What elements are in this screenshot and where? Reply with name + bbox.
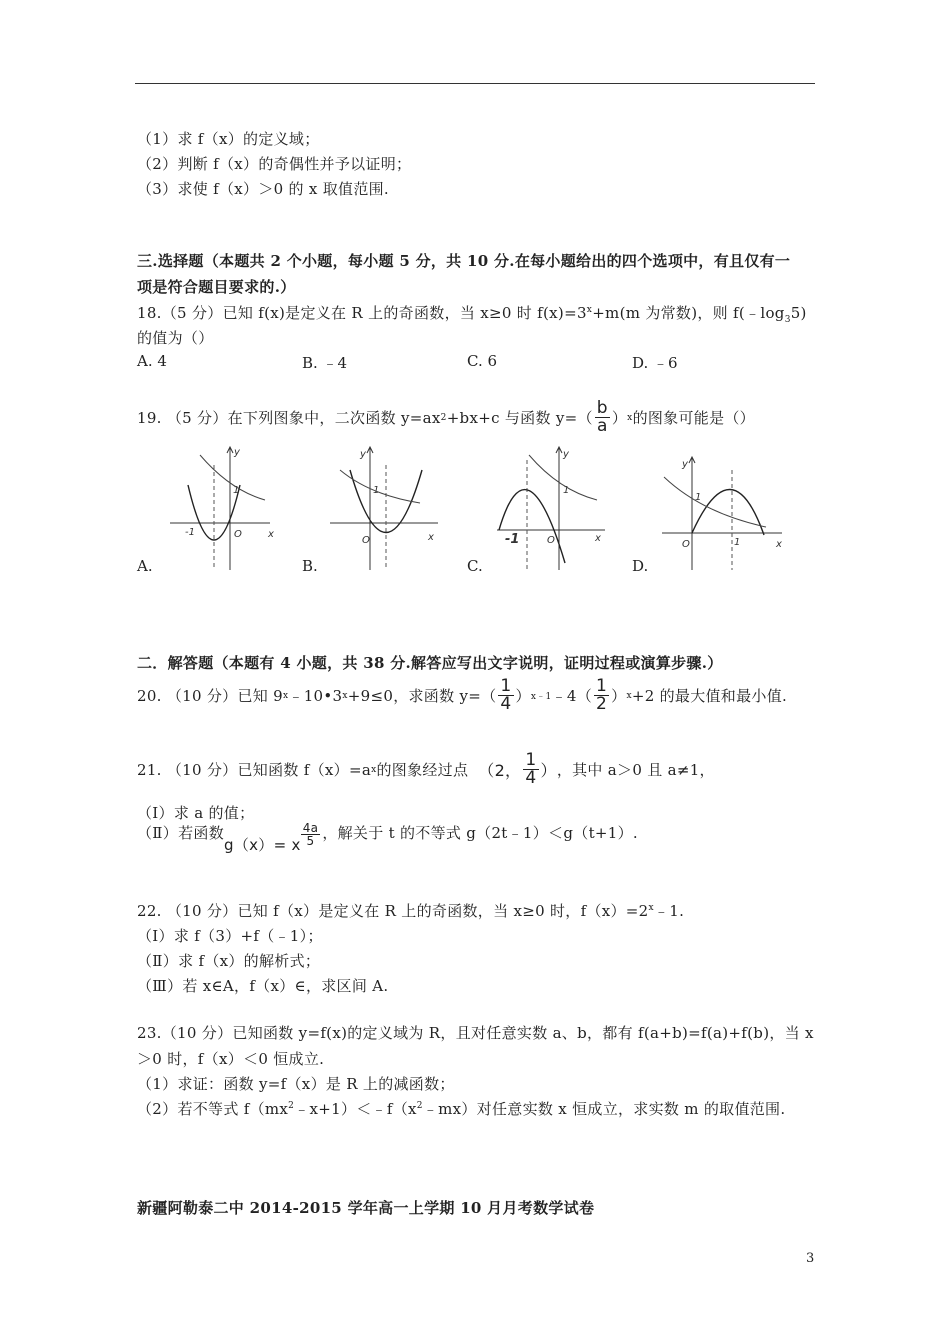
q20-text-f: ）: [611, 687, 627, 705]
q20-frac1-den: 4: [500, 694, 512, 714]
section2-heading: 二．解答题（本题有 4 小题，共 38 分.解答应写出文字说明，证明过程或演算步骤.）: [137, 654, 723, 672]
q21-text-c: ，其中 a＞0 且 a≠1，: [556, 761, 715, 779]
q22-part3: （Ⅲ）若 x∈A，f（x）∈，求区间 A.: [137, 977, 389, 995]
graph-b: [330, 445, 445, 579]
q20-sup1: x: [283, 690, 289, 701]
graph-a-x-label: x: [268, 529, 274, 540]
q19-text-c: ）: [611, 409, 628, 427]
q19-stem: [137, 400, 755, 435]
q21-fraction: [523, 752, 538, 787]
q23-part2-text-c: ﹣mx）对任意实数 x 恒成立，求实数 m 的取值范围.: [422, 1100, 786, 1118]
graph-b-origin: O: [362, 535, 370, 546]
q23-part1: （1）求证：函数 y=f（x）是 R 上的减函数；: [137, 1075, 455, 1093]
q21-part2-text-a: （Ⅱ）若函数: [137, 824, 224, 842]
q20-frac2-num: 1: [596, 676, 608, 696]
graph-c-y-label: y: [563, 449, 569, 460]
q21-exp-num: 4a: [302, 821, 319, 835]
q22-stem: [137, 900, 684, 921]
q22-part2: （Ⅱ）求 f（x）的解析式；: [137, 952, 321, 970]
q21-exponent: [301, 822, 321, 847]
graph-a-one: 1: [233, 485, 240, 496]
q22-part1: （Ⅰ）求 f（3）+f（﹣1）；: [137, 927, 323, 945]
q23-sup1: 2: [288, 1101, 295, 1111]
q20-text-a: 20. （10 分）已知 9: [137, 687, 283, 705]
q21-part2-text-b: ，解关于 t 的不等式 g（2t﹣1）＜g（t+1）.: [322, 824, 638, 842]
q20-frac2-den: 2: [596, 694, 608, 714]
q19-fraction: [595, 400, 610, 435]
q23-part2-text-a: （2）若不等式 f（mx: [137, 1100, 289, 1118]
prev-part-3: （3）求使 f（x）＞0 的 x 取值范围.: [137, 180, 389, 198]
graph-a-neg-one: -1: [185, 527, 195, 538]
q21-gx: g（x）= x: [224, 836, 301, 854]
q19-option-d-label: D.: [632, 557, 649, 575]
q22-text-a: 22. （10 分）已知 f（x）是定义在 R 上的奇函数，当 x≥0 时，f（x）=2: [137, 902, 649, 920]
q20-text-b: ﹣10•3: [288, 687, 343, 705]
q23-line1: 23.（10 分）已知函数 y=f(x)的定义域为 R，且对任意实数 a、b，都有 f(a+b)=f(a)+f(b)，当 x: [137, 1024, 814, 1042]
q20-text-g: +2 的最大值和最小值.: [631, 687, 788, 705]
graph-d: [662, 455, 787, 579]
graph-b-y-label: y: [360, 449, 366, 460]
q21-part2: [137, 822, 638, 857]
q21-part1: （Ⅰ）求 a 的值；: [137, 804, 255, 822]
q19-option-b-label: B.: [302, 557, 318, 575]
graph-d-one: 1: [695, 492, 702, 503]
graph-a-y-label: y: [234, 447, 240, 458]
q21-sup1: x: [371, 764, 377, 775]
graph-d-origin: O: [682, 539, 690, 550]
q19-sup: 2: [440, 412, 447, 423]
prev-part-2: （2）判断 f（x）的奇偶性并予以证明；: [137, 155, 412, 173]
q20-stem: [137, 678, 787, 713]
graph-c-one: 1: [563, 485, 570, 496]
q22-sup: x: [648, 903, 654, 913]
graph-d-one-x: 1: [734, 537, 741, 548]
q21-point-close: ）: [540, 761, 557, 780]
q19-text-b: +bx+c 与函数 y=（: [446, 409, 593, 427]
q18-sub: 3: [784, 315, 791, 325]
q20-text-c: +9≤0，求函数 y=（: [347, 687, 497, 705]
q19-sup2: x: [627, 412, 633, 423]
q18-option-c: C. 6: [467, 352, 498, 370]
graph-a-origin: O: [234, 529, 242, 540]
q18-option-d: D. ﹣6: [632, 354, 678, 372]
graph-c-origin: O: [547, 535, 555, 546]
q23-sup2: 2: [416, 1101, 423, 1111]
q18-text-b: +m(m 为常数)，则 f(﹣log: [592, 304, 785, 322]
q21-stem: [137, 752, 715, 787]
graph-b-x-label: x: [428, 532, 434, 543]
q19-option-c-label: C.: [467, 557, 483, 575]
graph-a: [170, 445, 280, 579]
prev-part-1: （1）求 f（x）的定义域；: [137, 130, 320, 148]
q20-text-e: ﹣4（: [551, 687, 592, 705]
q20-fraction-2: [594, 678, 609, 713]
q21-exp-den: 5: [306, 834, 315, 848]
header-rule: [135, 83, 815, 84]
q21-frac-num: 1: [525, 750, 537, 770]
q19-option-a-label: A.: [137, 557, 153, 575]
q18-sup: x: [586, 305, 593, 315]
graph-d-y-label: y: [682, 459, 688, 470]
q21-text-a: 21. （10 分）已知函数 f（x）=a: [137, 761, 372, 779]
q18-option-a: A. 4: [137, 352, 167, 370]
q21-frac-den: 4: [525, 768, 537, 788]
q22-text-b: ﹣1.: [653, 902, 685, 920]
q21-point-open: （2，: [478, 761, 522, 780]
q18-text-a: 18.（5 分）已知 f(x)是定义在 R 上的奇函数，当 x≥0 时 f(x)=3: [137, 304, 587, 322]
q20-sup4: x: [626, 690, 632, 701]
graph-b-one: 1: [373, 485, 380, 496]
q19-frac-num: b: [596, 398, 608, 418]
graph-c-neg-one: -1: [505, 532, 520, 547]
q18-line2: 的值为（）: [137, 329, 214, 347]
q19-text-a: 19. （5 分）在下列图象中，二次函数 y=ax: [137, 409, 441, 427]
graph-c-x-label: x: [595, 533, 601, 544]
page-number: 3: [806, 1251, 815, 1266]
section3-heading-1: 三.选择题（本题共 2 个小题，每小题 5 分，共 10 分.在每小题给出的四个选项中，有且仅有一: [137, 252, 791, 270]
q20-fraction-1: [498, 678, 513, 713]
graph-d-x-label: x: [776, 539, 782, 550]
q18-line1: [137, 302, 807, 325]
q20-frac1-num: 1: [500, 676, 512, 696]
graph-c: [497, 445, 612, 579]
q19-frac-den: a: [596, 416, 608, 436]
section3-heading-2: 项是符合题目要求的.）: [137, 278, 296, 296]
q19-text-d: 的图象可能是（）: [632, 409, 755, 427]
q21-text-b: 的图象经过点: [376, 761, 469, 779]
q20-sup3: x﹣1: [530, 692, 552, 702]
footer-title: 新疆阿勒泰二中 2014-2015 学年高一上学期 10 月月考数学试卷: [137, 1199, 595, 1217]
q18-text-c: 5): [790, 304, 807, 322]
q18-option-b: B. ﹣4: [302, 354, 348, 372]
q23-part2-text-b: ﹣x+1）＜﹣f（x: [294, 1100, 417, 1118]
q23-part2: [137, 1098, 785, 1119]
q20-text-d: ）: [515, 687, 531, 705]
q20-sup2: x: [342, 690, 348, 701]
q23-line2: ＞0 时，f（x）＜0 恒成立.: [137, 1050, 325, 1068]
